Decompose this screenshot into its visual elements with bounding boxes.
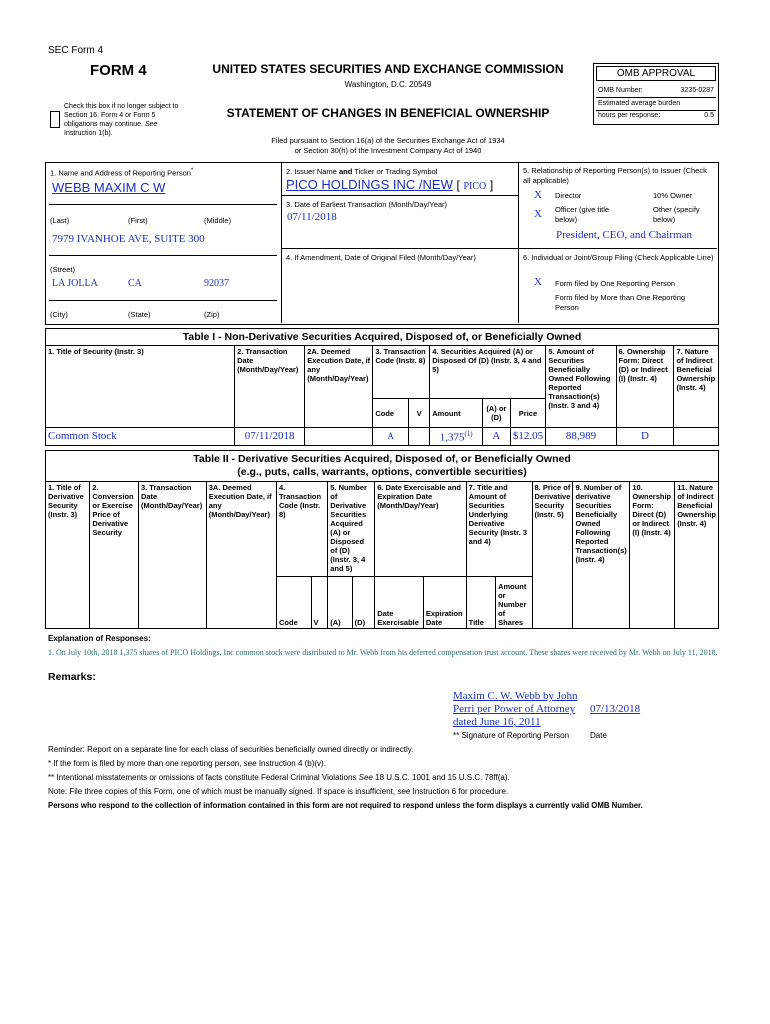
checkbox-text: Check this box if no longer subject to Section 16. Form 4 or Form 5 obligations may continue. See Instruction 1(b). <box>64 103 179 137</box>
box2-label: 2. Issuer Name and Ticker or Trading Symbol <box>286 167 438 176</box>
earliest-transaction-date: 07/11/2018 <box>287 211 337 223</box>
t1-v: V <box>408 399 429 428</box>
note-multiple: * If the form is filed by more than one reporting person, see Instruction 4 (b)(v). <box>48 759 326 768</box>
table-row <box>46 428 719 446</box>
city-label: (City) <box>50 310 68 319</box>
t1-h1: 1. Title of Security (Instr. 3) <box>46 346 235 428</box>
signature-date: 07/13/2018 <box>590 703 641 715</box>
ten-pct-owner-label: 10% Owner <box>653 191 693 200</box>
table2 <box>45 481 719 629</box>
officer-title: President, CEO, and Chairman <box>556 229 692 241</box>
first-label: (First) <box>128 216 148 225</box>
explanation-label: Explanation of Responses: <box>48 634 151 643</box>
persons-respond: Persons who respond to the collection of information contained in this form are not required to respond unless the form displays a currently valid OMB Number. <box>48 801 643 810</box>
t1-row-amount: 1,375$^{(1)}$ <box>430 428 483 446</box>
agency-location: Washington, D.C. 20549 <box>344 80 432 89</box>
table2-title-bar <box>45 450 719 481</box>
date-label: Date <box>590 731 607 740</box>
agency-title: UNITED STATES SECURITIES AND EXCHANGE COMMISSION <box>212 62 564 76</box>
t1-h7: 7. Nature of Indirect Beneficial Ownership (Instr. 4) <box>674 346 719 428</box>
t2-exp: Expiration Date <box>423 577 466 629</box>
middle-label: (Middle) <box>204 216 232 225</box>
note-violations: ** Intentional misstatements or omissions of facts constitute Federal Criminal Violations See 18 U.S.C. 1001 and 15 U.S.C. 78ff(a). <box>48 773 510 782</box>
t1-h4: 4. Securities Acquired (A) or Disposed Of (D) (Instr. 3, 4 and 5) <box>430 346 546 399</box>
more-persons-label: Form filed by More than One Reporting Person <box>555 293 686 312</box>
t1-h5: 5. Amount of Securities Beneficially Owned Following Reported Transaction(s) (Instr. 3 and 4) <box>546 346 616 428</box>
omb-hours: 0.5 <box>704 112 714 119</box>
note-copies: Note: File three copies of this Form, one of which must be manually signed. If space is insufficient, see Instruction 6 for procedure. <box>48 787 509 796</box>
t1-row-code: A <box>373 428 409 446</box>
signature-label: ** Signature of Reporting Person <box>453 731 570 740</box>
zip-value: 92037 <box>204 278 229 289</box>
reporting-person-name[interactable]: WEBB MAXIM C W <box>52 180 166 195</box>
officer-label: Officer (give title below) <box>555 205 610 224</box>
t1-row-date: 07/11/2018 <box>235 428 305 446</box>
city-value: LA JOLLA <box>52 278 98 289</box>
t2-d: (D) <box>352 577 375 629</box>
t2-v: V <box>311 577 328 629</box>
t2-h7: 7. Title and Amount of Securities Underlying Derivative Security (Instr. 3 and 4) <box>466 482 532 577</box>
t1-row-owned: 88,989 <box>546 428 616 446</box>
street-label: (Street) <box>50 265 76 274</box>
omb-number: 3235-0287 <box>680 87 714 94</box>
t1-amount: Amount <box>430 399 483 428</box>
box4-label: 4. If Amendment, Date of Original Filed (Month/Day/Year) <box>286 253 476 262</box>
t2-h11: 11. Nature of Indirect Beneficial Ownership (Instr. 4) <box>675 482 719 629</box>
box6-label: 6. Individual or Joint/Group Filing (Check Applicable Line) <box>523 253 714 262</box>
remarks-label: Remarks: <box>48 671 96 683</box>
other-label: Other (specify below) <box>653 205 700 224</box>
t2-h4: 4. Transaction Code (Instr. 8) <box>277 482 328 577</box>
state-label: (State) <box>128 310 151 319</box>
t2-h9: 9. Number of derivative Securities Beneficially Owned Following Reported Transaction(s) (Instr. 4) <box>573 482 630 629</box>
one-person-label: Form filed by One Reporting Person <box>555 279 676 288</box>
issuer-name[interactable]: PICO HOLDINGS INC /NEW [ PICO ] <box>286 177 494 192</box>
zip-label: (Zip) <box>204 310 220 319</box>
explanation-text: 1. On July 10th, 2018 1,375 shares of PICO Holdings, Inc common stock were distributed to Mr. Webb from his deferred compensation trust account. These shares were received by Mr. Webb on July 11, 2018. <box>48 648 718 657</box>
filed-pursuant: Filed pursuant to Section 16(a) of the Securities Exchange Act of 1934 or Section 30(h) of the Investment Company Act of 1940 <box>271 136 505 155</box>
t2-date-ex: Date Exercisable <box>375 577 424 629</box>
t2-h5: 5. Number of Derivative Securities Acquired (A) or Disposed of (D) (Instr. 3, 4 and 5) <box>328 482 375 577</box>
t1-aord: (A) or (D) <box>483 399 510 428</box>
t1-row-form: D <box>616 428 674 446</box>
no-longer-subject-checkbox[interactable] <box>50 111 60 128</box>
t2-a: (A) <box>328 577 352 629</box>
t1-h2: 2. Transaction Date (Month/Day/Year) <box>235 346 305 428</box>
t2-title: Title <box>466 577 495 629</box>
t2-h2: 2. Conversion or Exercise Price of Derivative Security <box>90 482 139 629</box>
t1-row-price: $12.05 <box>510 428 546 446</box>
table1-title-bar <box>45 328 719 345</box>
last-label: (Last) <box>50 216 70 225</box>
table1-title: Table I - Non-Derivative Securities Acquired, Disposed of, or Beneficially Owned <box>182 331 582 343</box>
t1-row-ad: A <box>483 428 510 446</box>
t1-h2a: 2A. Deemed Execution Date, if any (Month/Day/Year) <box>305 346 373 428</box>
sec-form-label: SEC Form 4 <box>48 45 104 56</box>
signature: Maxim C. W. Webb by John Perri per Power of Attorney dated June 16, 2011 <box>453 690 578 728</box>
one-person-check[interactable]: X <box>534 276 542 288</box>
t2-h10: 10. Ownership Form: Direct (D) or Indirect (I) (Instr. 4) <box>630 482 675 629</box>
t1-h6: 6. Ownership Form: Direct (D) or Indirect (I) (Instr. 4) <box>616 346 674 428</box>
omb-burden: Estimated average burden <box>598 100 681 107</box>
t1-h3: 3. Transaction Code (Instr. 8) <box>373 346 430 399</box>
omb-number-label: OMB Number: <box>598 87 643 94</box>
t2-h3: 3. Transaction Date (Month/Day/Year) <box>138 482 206 629</box>
ticker-symbol: PICO <box>463 181 487 192</box>
t2-amount: Amount or Number of Shares <box>496 577 532 629</box>
t1-row-title: Common Stock <box>46 428 235 446</box>
form-title: FORM 4 <box>90 62 147 79</box>
t2-h1: 1. Title of Derivative Security (Instr. 3) <box>46 482 90 629</box>
omb-hours-label: hours per response: <box>598 112 661 119</box>
t2-code: Code <box>277 577 312 629</box>
t2-h3a: 3A. Deemed Execution Date, if any (Month/Day/Year) <box>206 482 276 629</box>
statement-title: STATEMENT OF CHANGES IN BENEFICIAL OWNERSHIP <box>226 106 550 120</box>
omb-title: OMB APPROVAL <box>596 66 716 81</box>
street-address: 7979 IVANHOE AVE, SUITE 300 <box>52 233 205 245</box>
table2-title: Table II - Derivative Securities Acquired, Disposed of, or Beneficially Owned (e.g., puts, calls, warrants, options, convertible securities) <box>193 453 571 478</box>
t2-h8: 8. Price of Derivative Security (Instr. 5) <box>532 482 573 629</box>
officer-check[interactable]: X <box>534 208 542 220</box>
t1-code: Code <box>373 399 409 428</box>
state-value: CA <box>128 278 142 289</box>
box5-label: 5. Relationship of Reporting Person(s) to Issuer (Check all applicable) <box>523 166 707 185</box>
t2-h6: 6. Date Exercisable and Expiration Date (Month/Day/Year) <box>375 482 466 577</box>
omb-approval-box <box>593 63 719 125</box>
t1-price: Price <box>510 399 546 428</box>
director-check[interactable]: X <box>534 189 542 201</box>
box1-label: 1. Name and Address of Reporting Person* <box>50 167 194 178</box>
box3-label: 3. Date of Earliest Transaction (Month/Day/Year) <box>286 200 448 209</box>
table1 <box>45 345 719 446</box>
director-label: Director <box>555 191 582 200</box>
reminder: Reminder: Report on a separate line for each class of securities beneficially owned directly or indirectly. <box>48 745 414 754</box>
